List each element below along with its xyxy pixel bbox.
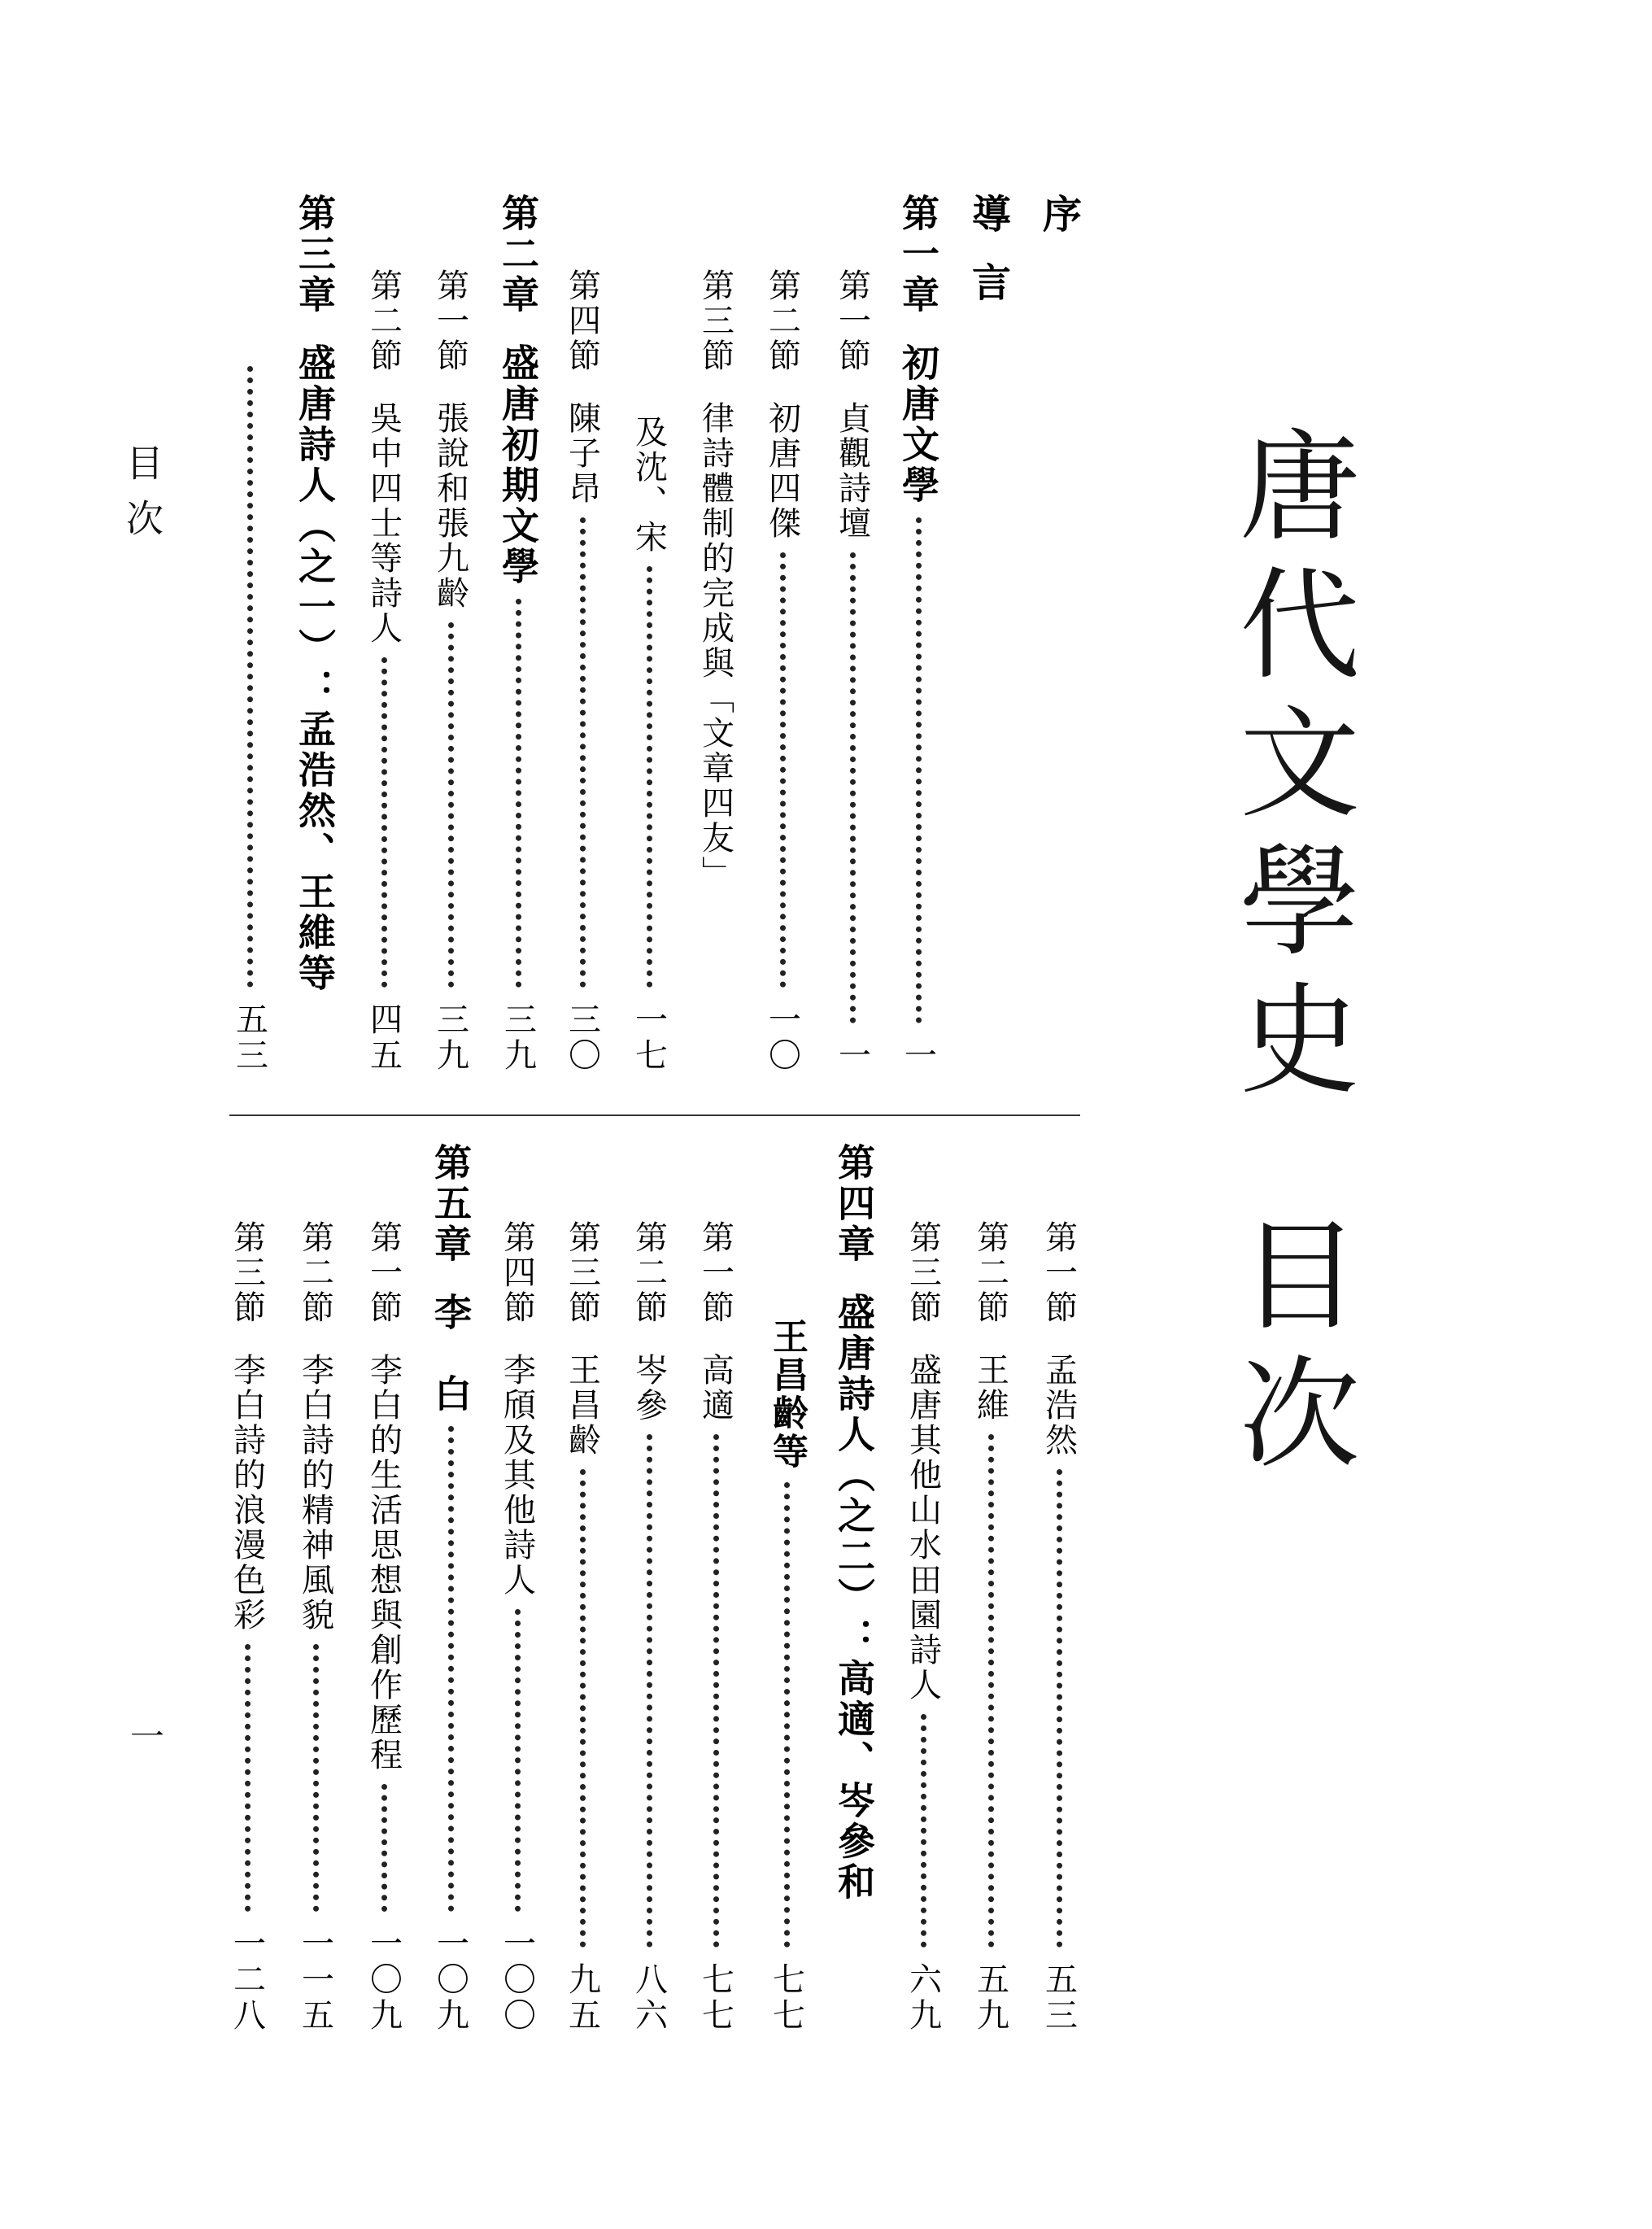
toc-entry-title: 李白詩的浪漫色彩 <box>228 1353 266 1633</box>
toc-entry-label: 序 <box>1035 194 1082 262</box>
toc-entry-title: 盛唐其他山水田園詩人 <box>904 1353 942 1703</box>
dot-leader <box>580 517 586 988</box>
toc-entry-title: 貞觀詩壇 <box>833 401 871 541</box>
toc-entry-label: 第四節 <box>563 268 601 373</box>
toc-entry-label: 第一節 <box>696 1220 734 1325</box>
toc-entry-label: 第三章 <box>293 194 337 316</box>
toc-entry-title: 王維 <box>971 1353 1009 1423</box>
toc-entry-page: 三九 <box>499 1002 537 1074</box>
toc-entry-ch4-sec4[interactable] <box>491 1220 543 2034</box>
toc-entry-title: 李白的生活思想與創作歷程 <box>364 1353 403 1773</box>
toc-entry-label: 第二節 <box>763 268 801 373</box>
toc-entry-ch5-sec1[interactable] <box>358 1220 410 2034</box>
dot-leader <box>516 599 521 988</box>
toc-entry-label: 第三節 <box>696 268 734 373</box>
dot-leader <box>448 1426 454 1912</box>
toc-entry-ch2-sec2[interactable] <box>358 268 410 1074</box>
toc-entry-label: 第一節 <box>431 268 469 373</box>
toc-entry-label: 第二章 <box>496 194 540 316</box>
toc-entry-ch3-sec1[interactable] <box>1033 1220 1085 2034</box>
book-title <box>1204 423 1376 1489</box>
toc-heading: 目次 <box>1220 1212 1360 1489</box>
toc-entry-title: 李 白 <box>429 1293 473 1415</box>
toc-entry-title: 吳中四士等詩人 <box>364 401 403 646</box>
toc-entry-label: 第一章 <box>896 194 940 316</box>
dot-leader <box>850 552 856 1023</box>
toc-entry-label: 第二節 <box>630 1220 668 1325</box>
toc-entry-page: 一〇〇 <box>498 1926 536 2034</box>
toc-entry-page: 一 <box>833 1038 871 1074</box>
toc-entry-title: 岑參 <box>630 1353 668 1423</box>
toc-entry-label: 第五章 <box>429 1143 473 1265</box>
toc-entry-ch1-sec4[interactable] <box>556 268 608 1074</box>
toc-entry-label: 第二節 <box>364 268 403 373</box>
toc-entry-title: 及沈、宋 <box>630 415 668 555</box>
dot-leader <box>515 1609 521 1912</box>
running-head: 目次 <box>120 443 164 554</box>
toc-entry-page: 一〇九 <box>431 1926 469 2034</box>
toc-entry-page: 七七 <box>767 1962 805 2034</box>
toc-entry-label: 第一節 <box>833 268 871 373</box>
toc-entry-label: 第二節 <box>971 1220 1009 1325</box>
toc-entry-page: 九五 <box>563 1962 601 2034</box>
toc-entry-label: 第三節 <box>563 1220 601 1325</box>
book-title-text: 唐代文學史 <box>1220 423 1360 1114</box>
toc-entry-chapter-4[interactable] <box>828 1143 880 1956</box>
toc-entry-title: 盛唐初期文學 <box>496 343 540 587</box>
toc-entry-introduction[interactable] <box>962 194 1014 340</box>
toc-entry-page: 一七 <box>630 1002 668 1074</box>
toc-entry-page: 一 <box>899 1038 937 1074</box>
dot-leader <box>1057 1469 1062 1948</box>
toc-entry-page: 一二八 <box>228 1926 266 2034</box>
toc-entry-ch3-sec2[interactable] <box>965 1220 1017 2034</box>
toc-entry-title: 初唐文學 <box>896 343 940 506</box>
dot-leader <box>647 566 652 988</box>
toc-entry-chapter-3-page[interactable] <box>224 366 276 1074</box>
dot-leader <box>780 552 786 988</box>
toc-entry-page: 五三 <box>1040 1962 1078 2034</box>
dot-leader <box>580 1469 586 1948</box>
toc-entry-chapter-2[interactable] <box>492 194 544 1074</box>
dot-leader <box>245 1644 251 1912</box>
dot-leader <box>916 517 922 1023</box>
toc-entry-title: 高適 <box>696 1353 734 1423</box>
toc-entry-chapter-4-cont[interactable] <box>761 1318 813 2034</box>
toc-entry-page: 一一五 <box>296 1926 334 2034</box>
toc-entry-title: 張說和張九齡 <box>431 401 469 611</box>
toc-entry-page: 一〇 <box>763 1002 801 1074</box>
toc-entry-label: 第一節 <box>1040 1220 1078 1325</box>
toc-entry-title: 陳子昂 <box>563 401 601 506</box>
toc-entry-ch1-sec1[interactable] <box>826 268 878 1074</box>
toc-entry-ch1-sec3-cont[interactable] <box>623 415 675 1074</box>
toc-entry-page: 三九 <box>431 1002 469 1074</box>
toc-entry-ch1-sec3[interactable] <box>690 268 742 1001</box>
toc-entry-title: 律詩體制的完成與「文章四友」 <box>696 401 734 891</box>
page-number: 一 <box>125 1718 165 1752</box>
toc-entry-label: 第四節 <box>498 1220 536 1325</box>
toc-entry-page: 五九 <box>971 1962 1009 2034</box>
toc-entry-title: 盛唐詩人（之二）：高適、岑參和 <box>832 1293 876 1903</box>
toc-entry-page: 五三 <box>230 1002 268 1074</box>
toc-entry-title: 王昌齡 <box>563 1353 601 1458</box>
toc-entry-chapter-3[interactable] <box>289 194 341 1074</box>
toc-entry-title: 李頎及其他詩人 <box>498 1353 536 1598</box>
toc-entry-preface[interactable] <box>1033 194 1085 291</box>
toc-entry-ch5-sec2[interactable] <box>290 1220 342 2034</box>
toc-entry-ch1-sec2[interactable] <box>756 268 809 1074</box>
dot-leader <box>921 1714 926 1948</box>
toc-entry-page: 三〇 <box>563 1002 601 1074</box>
toc-entry-label: 第四章 <box>832 1143 876 1265</box>
toc-entry-chapter-1[interactable] <box>892 194 944 1074</box>
toc-entry-title: 孟浩然 <box>1040 1353 1078 1458</box>
toc-entry-chapter-5[interactable] <box>425 1143 477 2034</box>
section-divider <box>229 1114 1080 1116</box>
toc-entry-label: 第二節 <box>296 1220 334 1325</box>
dot-leader <box>313 1644 319 1912</box>
dot-leader <box>647 1434 652 1948</box>
dot-leader <box>247 366 253 988</box>
toc-entry-ch4-sec3[interactable] <box>556 1220 608 2034</box>
toc-entry-page: 八六 <box>630 1962 668 2034</box>
toc-entry-ch5-sec3[interactable] <box>221 1220 273 2034</box>
toc-entry-title: 李白詩的精神風貌 <box>296 1353 334 1633</box>
toc-entry-ch4-sec2[interactable] <box>623 1220 675 2034</box>
toc-entry-title: 王昌齡等 <box>766 1318 808 1471</box>
toc-entry-page: 一〇九 <box>364 1926 403 2034</box>
toc-entry-label: 導言 <box>965 194 1011 330</box>
toc-entry-label: 第三節 <box>228 1220 266 1325</box>
toc-entry-ch3-sec3[interactable] <box>897 1220 949 2034</box>
toc-entry-label: 第一節 <box>364 1220 403 1325</box>
toc-entry-page: 六九 <box>904 1962 942 2034</box>
toc-entry-ch4-sec1[interactable] <box>690 1220 742 2034</box>
toc-entry-ch2-sec1[interactable] <box>425 268 477 1074</box>
toc-entry-page: 四五 <box>364 1002 403 1074</box>
dot-leader <box>784 1482 790 1948</box>
toc-entry-label: 第三節 <box>904 1220 942 1325</box>
dot-leader <box>381 1784 387 1912</box>
toc-entry-title: 盛唐詩人（之一）：孟浩然、王維等 <box>293 343 337 994</box>
dot-leader <box>713 1434 719 1948</box>
toc-entry-page: 七七 <box>696 1962 734 2034</box>
dot-leader <box>988 1434 994 1948</box>
toc-entry-title: 初唐四傑 <box>763 401 801 541</box>
dot-leader <box>448 622 454 988</box>
dot-leader <box>381 657 387 988</box>
